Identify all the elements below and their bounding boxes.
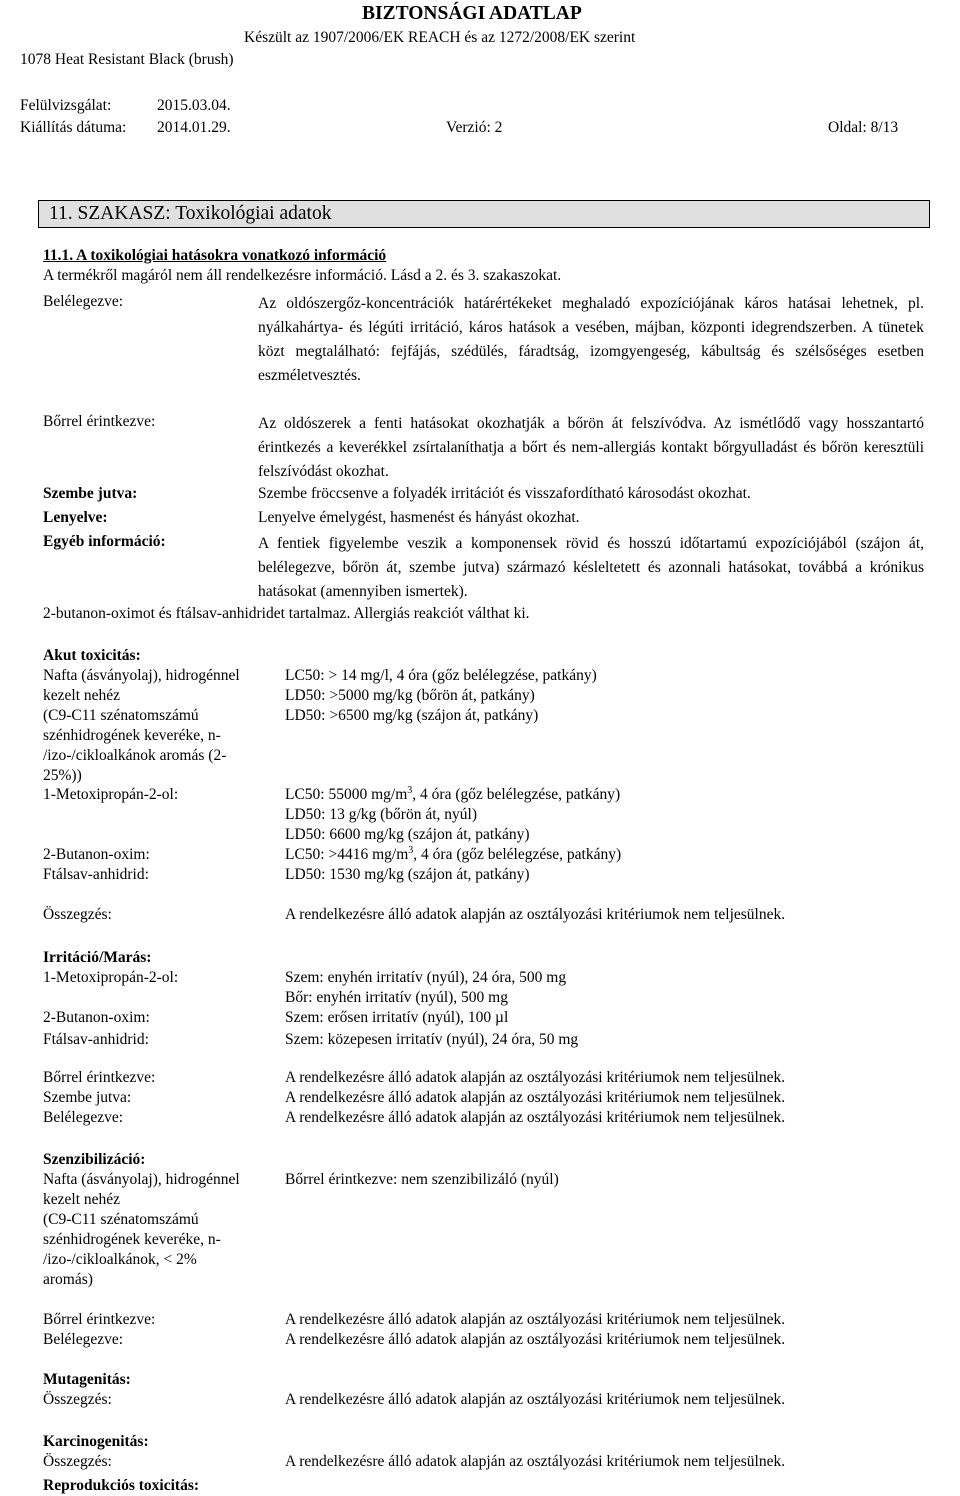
reproductive-heading: Reprodukciós toxicitás:: [43, 1477, 200, 1494]
methoxy-name: 1-Metoxipropán-2-ol:: [43, 786, 179, 803]
irritation-value: Szem: enyhén irritatív (nyúl), 24 óra, 500 mg: [285, 969, 567, 986]
irr-methoxy-values: [285, 968, 566, 1008]
sensitization-heading: Szenzibilizáció:: [43, 1151, 146, 1168]
methoxy-values: [285, 805, 530, 845]
carcinogenicity-value: A rendelkezésre álló adatok alapján az osztályozási kritériumok nem teljesülnek.: [285, 1453, 786, 1470]
acute-heading: Akut toxicitás:: [43, 647, 141, 664]
revision-date: 2015.03.04.: [157, 97, 231, 114]
naphtha-values: [285, 666, 597, 726]
other-text: A fentiek figyelembe veszik a komponensek rövid és hosszú időtartamú expozíciójából (szájon át, belélegezve, bőrön át, szembe jutva) származó késleltetett és azonnali hatásokat, továbbá a krónikus hatásokat (amennyiben ismertek).: [258, 535, 924, 600]
naphtha-line: (C9-C11 szénatomszámú: [43, 1211, 199, 1228]
skin-text: Az oldószerek a fenti hatásokat okozhatják a bőrön át felszívódva. Az ismétlődő vagy hosszantartó érintkezés a keverékkel zsírtalaníthatja a bőrt és nem-allergiás kontakt bőrgyulladást és bőrön keresztüli felszívódást okozhat.: [258, 415, 924, 480]
naphtha-line: szénhidrogének keveréke, n-: [43, 1231, 221, 1248]
mutagenicity-heading: Mutagenitás:: [43, 1371, 131, 1388]
version: Verzió: 2: [446, 119, 503, 136]
irr-methoxy-name: 1-Metoxipropán-2-ol:: [43, 969, 179, 986]
sens-naphtha-value: Bőrrel érintkezve: nem szenzibilizáló (nyúl): [285, 1171, 559, 1188]
carcinogenicity-heading: Karcinogenitás:: [43, 1433, 149, 1450]
naphtha-line: kezelt nehéz: [43, 1191, 121, 1208]
irritation-heading: Irritáció/Marás:: [43, 949, 152, 966]
route-label: Belélegezve:: [43, 1331, 124, 1348]
toxicity-value: LD50: 13 g/kg (bőrön át, nyúl): [285, 806, 478, 823]
document-title: BIZTONSÁGI ADATLAP: [362, 3, 582, 24]
ingest-text: Lenyelve émelygést, hasmenést és hányást okozhat.: [258, 509, 580, 526]
ftal-name: Ftálsav-anhidrid:: [43, 866, 149, 883]
toxicity-value: LC50: > 14 mg/l, 4 óra (gőz belélegzése, patkány): [285, 667, 597, 684]
page-number: Oldal: 8/13: [828, 119, 899, 136]
sens-values: [285, 1310, 785, 1350]
mutagenicity-label: Összegzés:: [43, 1391, 112, 1408]
sens-labels: [43, 1310, 155, 1350]
issue-label: Kiállítás dátuma:: [20, 119, 127, 136]
route-value: A rendelkezésre álló adatok alapján az osztályozási kritériumok nem teljesülnek.: [285, 1311, 786, 1328]
revision-label: Felülvizsgálat:: [20, 97, 112, 114]
irritation-value: Bőr: enyhén irritatív (nyúl), 500 mg: [285, 989, 508, 1006]
section-heading: 11. SZAKASZ: Toxikológiai adatok: [49, 203, 332, 224]
butanon-lc50: LC50: >4416 $mg/m^3$, 4 óra (gőz belélegzése, patkány): [285, 844, 622, 863]
naphtha-line: Nafta (ásványolaj), hidrogénnel: [43, 667, 240, 684]
irr-ftal-name: Ftálsav-anhidrid:: [43, 1031, 149, 1048]
naphtha-line: (C9-C11 szénatomszámú: [43, 707, 199, 724]
inhalation-text: Az oldószergőz-koncentrációk határértékeket meghaladó expozíciójának káros hatásai lehetnek, pl. nyálkahártya- és légúti irritáció, káros hatások a vesében, májban, központi idegrendszerben. A tünetek közt megtalálható: fejfájás, szédülés, fáradtság, izomgyengeség, kábultság és szélsőséges esetben eszméletvesztés.: [258, 295, 924, 384]
mutagenicity-value: A rendelkezésre álló adatok alapján az osztályozási kritériumok nem teljesülnek.: [285, 1391, 786, 1408]
naphtha-line: /izo-/cikloalkánok aromás (2-: [43, 747, 227, 764]
issue-date: 2014.01.29.: [157, 119, 231, 136]
acute-summary-value: A rendelkezésre álló adatok alapján az osztályozási kritériumok nem teljesülnek.: [285, 906, 786, 923]
butanon-name: 2-Butanon-oxim:: [43, 846, 150, 863]
sens-naphtha-name: [43, 1170, 240, 1290]
irr-labels: [43, 1068, 155, 1128]
irr-values: [285, 1068, 785, 1128]
other-label: Egyéb információ:: [43, 533, 166, 550]
route-label: Belélegezve:: [43, 1109, 124, 1126]
route-value: A rendelkezésre álló adatok alapján az osztályozási kritériumok nem teljesülnek.: [285, 1089, 786, 1106]
allergy-note: 2-butanon-oximot és ftálsav-anhidridet tartalmaz. Allergiás reakciót válthat ki.: [43, 605, 530, 622]
sub-heading: 11.1. A toxikológiai hatásokra vonatkozó információ: [43, 247, 387, 264]
product-name: 1078 Heat Resistant Black (brush): [20, 51, 234, 68]
route-label: Szembe jutva:: [43, 1089, 132, 1106]
skin-label: Bőrrel érintkezve:: [43, 413, 156, 430]
toxicity-value: LD50: >5000 mg/kg (bőrön át, patkány): [285, 687, 535, 704]
intro-text: A termékről magáról nem áll rendelkezésre információ. Lásd a 2. és 3. szakaszokat.: [43, 267, 562, 284]
inhalation-label: Belélegezve:: [43, 293, 124, 310]
naphtha-line: kezelt nehéz: [43, 687, 121, 704]
irr-ftal-value: Szem: közepesen irritatív (nyúl), 24 óra, 50 mg: [285, 1031, 579, 1048]
toxicity-value: LD50: 6600 mg/kg (szájon át, patkány): [285, 826, 530, 843]
methoxy-lc50: LC50: 55000 $mg/m^3$, 4 óra (gőz belélegzése, patkány): [285, 784, 621, 803]
naphtha-line: /izo-/cikloalkánok, < 2%: [43, 1251, 197, 1268]
eye-text: Szembe fröccsenve a folyadék irritációt és visszafordítható károsodást okozhat.: [258, 485, 751, 502]
route-value: A rendelkezésre álló adatok alapján az osztályozási kritériumok nem teljesülnek.: [285, 1109, 786, 1126]
route-label: Bőrrel érintkezve:: [43, 1069, 156, 1086]
acute-summary-label: Összegzés:: [43, 906, 112, 923]
route-label: Bőrrel érintkezve:: [43, 1311, 156, 1328]
ingest-label: Lenyelve:: [43, 509, 108, 526]
naphtha-line: aromás): [43, 1271, 93, 1288]
toxicity-value: LD50: >6500 mg/kg (szájon át, patkány): [285, 707, 539, 724]
carcinogenicity-label: Összegzés:: [43, 1453, 112, 1470]
irr-butanon-name: 2-Butanon-oxim:: [43, 1009, 150, 1026]
regulation-line: Készült az 1907/2006/EK REACH és az 1272/2008/EK szerint: [244, 29, 636, 46]
section-heading-box: [38, 200, 930, 228]
route-value: A rendelkezésre álló adatok alapján az osztályozási kritériumok nem teljesülnek.: [285, 1069, 786, 1086]
naphtha-line: Nafta (ásványolaj), hidrogénnel: [43, 1171, 240, 1188]
naphtha-line: szénhidrogének keveréke, n-: [43, 727, 221, 744]
naphtha-line: 25%)): [43, 767, 82, 784]
ftal-value: LD50: 1530 mg/kg (szájon át, patkány): [285, 866, 530, 883]
irr-butanon-value: Szem: erősen irritatív (nyúl), 100 µl: [285, 1009, 509, 1026]
route-value: A rendelkezésre álló adatok alapján az osztályozási kritériumok nem teljesülnek.: [285, 1331, 786, 1348]
eye-label: Szembe jutva:: [43, 485, 138, 502]
naphtha-name: [43, 666, 240, 786]
